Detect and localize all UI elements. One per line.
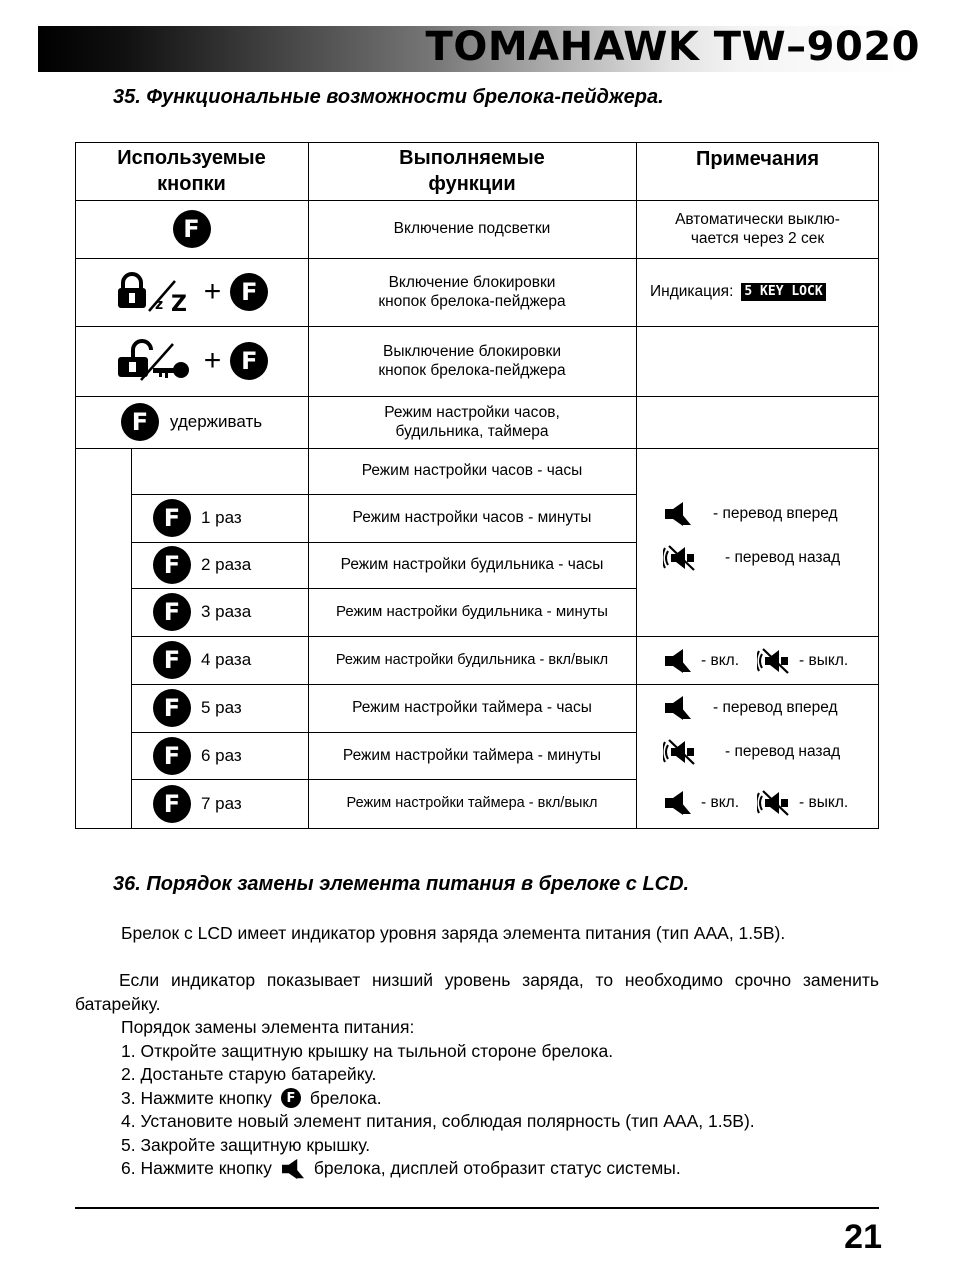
list-item: 1. Откройте защитную крышку на тыльной стороне брелока. bbox=[121, 1040, 614, 1061]
speaker-icon bbox=[663, 790, 693, 816]
row2-note: Индикация: 5 KEY LOCK bbox=[636, 258, 879, 326]
row4-function: Режим настройки часов, будильника, таймера bbox=[384, 403, 560, 440]
note-forward-1: - перевод вперед bbox=[663, 501, 838, 527]
f-button-icon: F bbox=[230, 342, 268, 380]
f-button-icon: F bbox=[281, 1088, 301, 1108]
subrow4-function: Режим настройки будильника - вкл/выкл bbox=[335, 651, 609, 668]
section-36-title: 36. Порядок замены элемента питания в брелоке с LCD. bbox=[113, 873, 690, 895]
speaker-mute-icon bbox=[663, 739, 697, 765]
f-button-icon: F bbox=[153, 546, 191, 584]
speaker-mute-icon bbox=[757, 648, 791, 674]
note-back-1: - перевод назад bbox=[663, 545, 840, 571]
subrow7-press: F 7 раз bbox=[153, 779, 242, 828]
row2-function: Включение блокировки кнопок брелока-пейджера bbox=[378, 273, 566, 310]
f-button-icon: F bbox=[121, 403, 159, 441]
f-button-icon: F bbox=[153, 641, 191, 679]
subrow3-press: F 3 раза bbox=[153, 588, 251, 636]
row2-buttons: z Z + F bbox=[75, 258, 308, 326]
paragraph-1: Брелок с LCD имеет индикатор уровня заряда элемента питания (тип ААА, 1.5В). bbox=[121, 923, 786, 943]
note-back-2: - перевод назад bbox=[663, 739, 840, 765]
row1-note: Автоматически выклю- чается через 2 сек bbox=[675, 210, 840, 247]
subrow5-function: Режим настройки таймера - часы bbox=[352, 699, 592, 717]
subrow6-function: Режим настройки таймера - минуты bbox=[342, 746, 602, 764]
subrow2-press: F 2 раза bbox=[153, 542, 251, 588]
subrow3-function: Режим настройки будильника - минуты bbox=[336, 602, 608, 620]
note-on-off-1: - вкл. - выкл. bbox=[663, 648, 848, 674]
speaker-icon bbox=[663, 695, 693, 721]
speaker-mute-icon bbox=[663, 545, 697, 571]
column-header-notes: Примечания bbox=[695, 148, 820, 170]
f-button-icon: F bbox=[173, 210, 211, 248]
subrow2-function: Режим настройки будильника - часы bbox=[340, 556, 604, 574]
f-button-icon: F bbox=[153, 689, 191, 727]
functions-table bbox=[75, 142, 879, 829]
unlock-key-icon bbox=[115, 338, 195, 384]
f-button-icon: F bbox=[153, 593, 191, 631]
speaker-icon bbox=[663, 501, 693, 527]
subrow7-function: Режим настройки таймера - вкл/выкл bbox=[346, 795, 598, 812]
list-item: 4. Установите новый элемент питания, соблюдая полярность (тип ААА, 1.5В). bbox=[121, 1111, 755, 1131]
steps-list bbox=[121, 1016, 755, 1181]
row1-buttons bbox=[75, 200, 308, 258]
footer-divider bbox=[75, 1207, 879, 1209]
section-35-title: 35. Функциональные возможности брелока-пейджера. bbox=[113, 86, 664, 108]
column-header-buttons: Используемые кнопки bbox=[117, 147, 266, 195]
subrow4-press: F 4 раза bbox=[153, 636, 251, 684]
key-lock-indicator-badge: 5 KEY LOCK bbox=[741, 283, 825, 301]
svg-text:z: z bbox=[154, 297, 163, 313]
subrow6-press: F 6 раз bbox=[153, 732, 242, 779]
list-item: 2. Достаньте старую батарейку. bbox=[121, 1064, 377, 1084]
brand-title: TOMAHAWK TW–9020 bbox=[425, 24, 920, 70]
page-number: 21 bbox=[844, 1218, 882, 1256]
row4-buttons: F удерживать bbox=[75, 396, 308, 448]
speaker-mute-icon bbox=[757, 790, 791, 816]
list-title: Порядок замены элемента питания: bbox=[121, 1017, 415, 1037]
column-header-functions: Выполняемые функции bbox=[399, 147, 545, 195]
subrow1-function: Режим настройки часов - минуты bbox=[352, 509, 592, 527]
subrow0-function: Режим настройки часов - часы bbox=[361, 462, 583, 480]
list-item: 5. Закройте защитную крышку. bbox=[121, 1134, 371, 1155]
row1-function: Включение подсветки bbox=[393, 220, 551, 238]
paragraph-2: Если индикатор показывает низший уровень заряда, то необходимо срочно заменить батарейку. bbox=[75, 970, 879, 1014]
subrow5-press: F 5 раз bbox=[153, 684, 242, 732]
svg-text:Z: Z bbox=[170, 292, 187, 313]
f-button-icon: F bbox=[153, 785, 191, 823]
list-item: 6. Нажмите кнопку брелока, дисплей отобразит статус системы. bbox=[121, 1158, 681, 1178]
list-item: 3. Нажмите кнопку F брелока. bbox=[121, 1087, 382, 1108]
row3-function: Выключение блокировки кнопок брелока-пейджера bbox=[378, 342, 566, 379]
subrow1-press: F 1 раз bbox=[153, 494, 242, 542]
note-on-off-2: - вкл. - выкл. bbox=[663, 790, 848, 816]
row3-buttons: + F bbox=[75, 326, 308, 396]
note-forward-2: - перевод вперед bbox=[663, 695, 838, 721]
f-button-icon: F bbox=[153, 499, 191, 537]
f-button-icon: F bbox=[153, 737, 191, 775]
f-button-icon: F bbox=[230, 273, 268, 311]
lock-zz-icon bbox=[115, 271, 195, 313]
speaker-icon bbox=[663, 648, 693, 674]
speaker-icon bbox=[280, 1158, 306, 1180]
